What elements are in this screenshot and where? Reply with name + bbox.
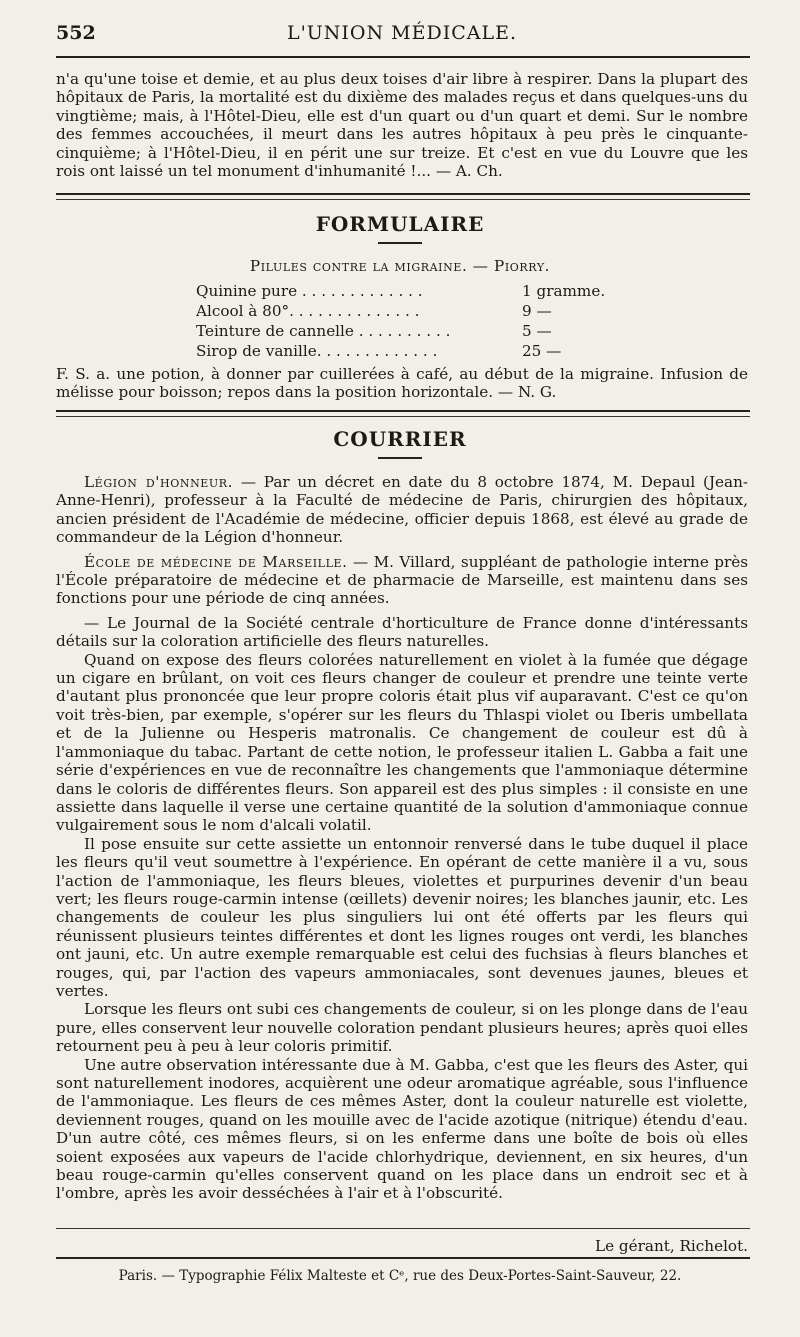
ingredient-quantity: 9 — xyxy=(522,302,552,320)
journal-intro: — Le Journal de la Société centrale d'horticulture de France donne d'intéressants détails sur la coloration artificielle des fleurs naturelles. xyxy=(56,613,748,651)
journal-title: L'UNION MÉDICALE. xyxy=(286,22,518,44)
news-item-marseille xyxy=(56,553,748,608)
courrier-body xyxy=(56,473,748,1203)
footer-rule-bottom xyxy=(56,1257,750,1259)
ingredient-row xyxy=(196,301,606,321)
section-rule-top xyxy=(56,410,750,412)
formula-instructions xyxy=(56,365,748,402)
page-number: 552 xyxy=(56,22,96,44)
printer-imprint: Paris. — Typographie Félix Malteste et Cᵉ, rue des Deux-Portes-Saint-Sauveur, 22. xyxy=(118,1268,682,1284)
formula-title: Pilules contre la migraine. — Piorry. xyxy=(249,257,551,275)
intro-text: n'a qu'une toise et demie, et au plus deux toises d'air libre à respirer. Dans la plupart des hôpitaux de Paris, la mortalité est du dixième des malades reçus et dans quelques-uns du vingtième; mais, à l'Hôtel-Dieu, elle est d'un quart ou d'un quart et demi. Sur le nombre des femmes accouchées, il meurt dans les autres hôpitaux à peu près le cinquante-cinquième; à l'Hôtel-Dieu, il en périt une sur treize. Et c'est en vue du Louvre que les rois ont laissé un tel monument d'inhumanité !... — A. Ch. xyxy=(56,70,748,181)
ingredient-quantity: 1 gramme. xyxy=(522,282,606,300)
news-item-lead: École de médecine de Marseille. xyxy=(84,552,348,571)
section-rule-bottom xyxy=(56,199,750,200)
instructions-text: F. S. a. une potion, à donner par cuillerées à café, au début de la migraine. Infusion de mélisse pour boisson; repos dans la position horizontale. — N. G. xyxy=(56,365,748,402)
intro-paragraph xyxy=(56,70,748,180)
ingredient-name: Sirop de vanille. . . . . . . . . . . . . xyxy=(196,342,438,360)
signature-text: Le gérant, Richelot. xyxy=(595,1237,748,1255)
news-item-lead: Légion d'honneur. xyxy=(84,473,234,491)
news-item-legion xyxy=(56,473,748,547)
ingredients-list xyxy=(196,281,606,361)
section-rule-bottom xyxy=(56,416,750,417)
page-header xyxy=(56,22,748,52)
formulaire-title-rule xyxy=(378,242,422,244)
courrier-title: COURRIER xyxy=(333,427,467,451)
ingredient-row xyxy=(196,341,606,361)
ingredient-quantity: 5 — xyxy=(522,322,552,340)
ingredient-name: Quinine pure . . . . . . . . . . . . . xyxy=(196,282,423,300)
ingredient-name: Alcool à 80°. . . . . . . . . . . . . . xyxy=(196,302,420,320)
editor-signature xyxy=(595,1237,748,1255)
formulaire-title: FORMULAIRE xyxy=(315,212,485,236)
ingredient-row xyxy=(196,321,606,341)
footer-rule xyxy=(56,1228,750,1229)
article-paragraph: Lorsque les fleurs ont subi ces changements de couleur, si on les plonge dans de l'eau pure, elles conservent leur nouvelle coloration pendant plusieurs heures; après quoi elles retournent peu à peu à leur coloris primitif. xyxy=(56,1000,748,1056)
article-paragraph: Il pose ensuite sur cette assiette un entonnoir renversé dans le tube duquel il place les fleurs qu'il veut soumettre à l'expérience. En opérant de cette manière il a vu, sous l'action de l'ammoniaque, les fleurs bleues, violettes et purpurines devenir d'un beau vert; les fleurs rouge-carmin intense (œillets) devenir noires; les blanches jaunir, etc. Les changements de couleur les plus singuliers lui ont été offerts par les fleurs qui réunissent plusieurs teintes différentes et dont les lignes rouges ont verdi, les blanches ont jauni, etc. Un autre exemple remarquable est celui des fuchsias à fleurs blanches et rouges, qui, par l'action des vapeurs ammoniacales, sont devenues jaunes, bleues et vertes. xyxy=(56,834,748,1000)
courrier-title-rule xyxy=(378,457,422,459)
header-rule xyxy=(56,56,750,58)
article-paragraph: Quand on expose des fleurs colorées naturellement en violet à la fumée que dégage un cigare en brûlant, on voit ces fleurs changer de couleur et prendre une teinte verte d'autant plus prononcée que leur propre coloris était plus vif auparavant. C'est ce qu'on voit très-bien, par exemple, s'opérer sur les fleurs du Thlaspi violet ou Iberis umbellata et de la Julienne ou Hesperis matronalis. Ce changement de couleur est dû à l'ammoniaque du tabac. Partant de cette notion, le professeur italien L. Gabba a fait une série d'expériences en vue de reconnaître les changements que l'ammoniaque détermine dans le coloris de différentes fleurs. Son appareil est des plus simples : il consiste en une assiette dans laquelle il verse une certaine quantité de la solution d'ammoniaque connue vulgairement sous le nom d'alcali volatil. xyxy=(56,650,748,835)
ingredient-row xyxy=(196,281,606,301)
ingredient-name: Teinture de cannelle . . . . . . . . . . xyxy=(196,322,451,340)
section-rule-top xyxy=(56,193,750,195)
news-item-text: — Par un décret en date du 8 octobre 1874, M. Depaul (Jean-Anne-Henri), professeur à la Faculté de médecine de Paris, chirurgien des hôpitaux, ancien président de l'Académie de médecine, officier depuis 1868, est élevé au grade de commandeur de la Légion d'honneur. xyxy=(56,473,748,547)
article-paragraph: Une autre observation intéressante due à M. Gabba, c'est que les fleurs des Aster, qui sont naturellement inodores, acquièrent une odeur aromatique agréable, sous l'influence de l'ammoniaque. Les fleurs de ces mêmes Aster, dont la couleur naturelle est violette, deviennent rouges, quand on les mouille avec de l'acide azotique (nitrique) étendu d'eau. D'un autre côté, ces mêmes fleurs, si on les enferme dans une boîte de bois où elles soient exposées aux vapeurs de l'acide chlorhydrique, deviennent, en six heures, d'un beau rouge-carmin qu'elles conservent quand on les place dans un endroit sec et à l'ombre, après les avoir desséchées à l'air et à l'obscurité. xyxy=(56,1055,748,1203)
news-item-text: — M. Villard, suppléant de pathologie interne près l'École préparatoire de médecine et de pharmacie de Marseille, est maintenu dans ses fonctions pour une période de cinq années. xyxy=(56,552,748,608)
ingredient-quantity: 25 — xyxy=(522,342,562,360)
